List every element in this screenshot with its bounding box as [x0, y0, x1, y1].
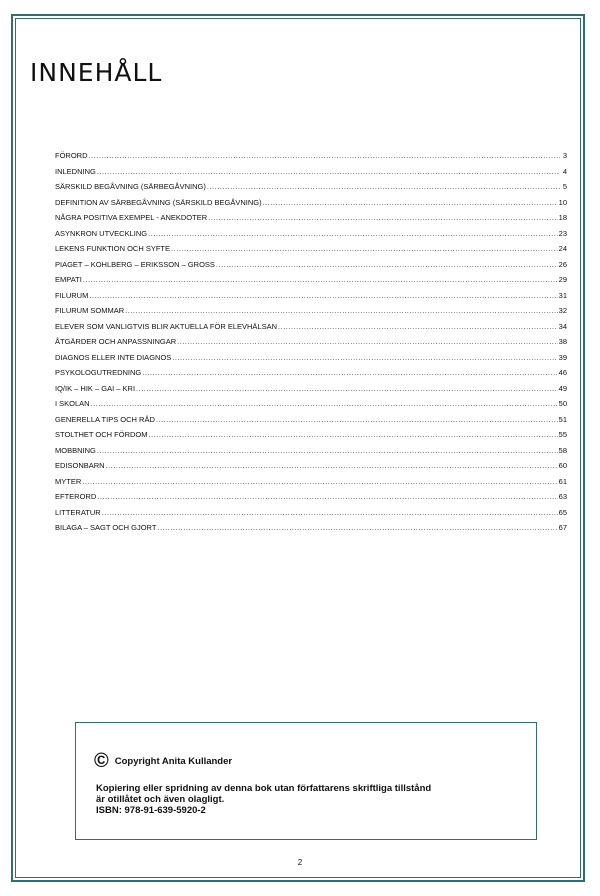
toc-leader-dots	[97, 443, 558, 459]
toc-entry-label: DIAGNOS ELLER INTE DIAGNOS	[55, 352, 172, 362]
toc-entry[interactable]	[55, 396, 567, 412]
toc-leader-dots	[125, 303, 557, 319]
toc-entry-page: 26	[558, 259, 567, 269]
toc-entry-page: 67	[558, 523, 567, 532]
page-number: 2	[297, 858, 303, 867]
toc-entry[interactable]	[55, 164, 567, 180]
toc-entry[interactable]	[55, 319, 567, 335]
toc-entry[interactable]	[55, 334, 567, 350]
toc-entry-page: 39	[558, 352, 567, 362]
toc-leader-dots	[91, 396, 558, 412]
isbn: ISBN: 978-91-639-5920-2	[96, 805, 206, 816]
toc-entry-label: EFTERORD	[55, 492, 97, 501]
copyright-icon: ©	[94, 750, 109, 772]
toc-entry[interactable]	[55, 148, 567, 164]
toc-entry[interactable]	[55, 210, 567, 226]
toc-entry-label: FÖRORD	[55, 151, 88, 160]
toc-entry-page: 60	[558, 461, 567, 470]
toc-entry[interactable]	[55, 288, 567, 304]
toc-entry-page: 29	[558, 275, 567, 284]
toc-entry-page: 51	[558, 414, 567, 424]
toc-entry[interactable]	[55, 179, 567, 195]
copyright-line-1: Kopiering eller spridning av denna bok utan författarens skriftliga tillstånd	[96, 783, 432, 794]
toc-entry[interactable]	[55, 505, 567, 521]
toc-entry[interactable]	[55, 458, 567, 474]
toc-entry-label: ÅTGÄRDER OCH ANPASSNINGAR	[55, 337, 177, 346]
toc-entry-page: 32	[558, 306, 567, 315]
toc-entry-page: 18	[558, 213, 567, 222]
toc-entry-page: 55	[558, 430, 567, 439]
toc-entry[interactable]	[55, 350, 567, 366]
toc-entry-page: 3	[562, 151, 567, 160]
toc-leader-dots	[148, 226, 558, 242]
toc-entry-page: 46	[558, 368, 567, 377]
toc-entry-page: 24	[558, 244, 567, 253]
toc-leader-dots	[263, 195, 558, 211]
toc-entry-label: FILURUM SOMMAR	[55, 306, 125, 315]
toc-entry[interactable]	[55, 365, 567, 381]
toc-entry-label: LEKENS FUNKTION OCH SYFTE	[55, 244, 171, 253]
copyright-box	[75, 722, 537, 840]
toc-entry-label: IQ/IK – HIK – GAI – KRI	[55, 383, 136, 393]
toc-entry[interactable]	[55, 303, 567, 319]
toc-leader-dots	[177, 334, 558, 350]
toc-entry-page: 23	[558, 228, 567, 238]
toc-leader-dots	[136, 381, 558, 397]
toc-entry-label: ASYNKRON UTVECKLING	[55, 228, 148, 238]
copyright-header	[94, 751, 232, 771]
toc-leader-dots	[149, 427, 558, 443]
toc-entry[interactable]	[55, 443, 567, 459]
toc-entry[interactable]	[55, 474, 567, 490]
toc-entry[interactable]	[55, 427, 567, 443]
toc-entry-page: 58	[558, 445, 567, 455]
toc-entry-page: 61	[558, 476, 567, 486]
toc-entry-label: EMPATI	[55, 275, 82, 284]
copyright-notice	[96, 783, 526, 816]
toc-entry[interactable]	[55, 195, 567, 211]
toc-leader-dots	[278, 319, 558, 335]
toc-entry-label: I SKOLAN	[55, 399, 90, 408]
toc-entry-label: SÄRSKILD BEGÅVNING (SÄRBEGÅVNING)	[55, 182, 206, 191]
toc-entry-label: BILAGA – SAGT OCH GJORT	[55, 523, 157, 532]
toc-entry-page: 38	[558, 337, 567, 346]
toc-leader-dots	[83, 272, 558, 288]
toc-leader-dots	[102, 505, 558, 521]
toc-entry-label: PIAGET – KOHLBERG – ERIKSSON – GROSS	[55, 259, 215, 269]
toc-entry-label: ELEVER SOM VANLIGTVIS BLIR AKTUELLA FÖR ELEVHÄLSAN	[55, 321, 278, 331]
toc-entry-page: 65	[558, 507, 567, 517]
toc-entry[interactable]	[55, 520, 567, 536]
toc-entry-label: GENERELLA TIPS OCH RÅD	[55, 414, 155, 424]
toc-leader-dots	[97, 489, 557, 505]
page-title: INNEHÅLL	[30, 58, 163, 87]
toc-entry-page: 34	[558, 321, 567, 331]
toc-leader-dots	[208, 210, 558, 226]
toc-entry-page: 4	[562, 166, 567, 176]
toc-entry-page: 10	[558, 197, 567, 207]
toc-entry-label: PSYKOLOGUTREDNING	[55, 368, 142, 377]
table-of-contents	[55, 148, 567, 536]
toc-entry-page: 49	[558, 383, 567, 393]
toc-leader-dots	[171, 241, 558, 257]
toc-entry[interactable]	[55, 241, 567, 257]
toc-entry-label: MOBBNING	[55, 445, 96, 455]
copyright-line-2: är otillåtet och även olagligt.	[96, 794, 225, 805]
toc-leader-dots	[157, 520, 557, 536]
toc-leader-dots	[216, 257, 558, 273]
copyright-owner: Copyright Anita Kullander	[114, 755, 233, 767]
toc-entry-label: STOLTHET OCH FÖRDOM	[55, 430, 148, 439]
toc-entry[interactable]	[55, 489, 567, 505]
toc-entry[interactable]	[55, 381, 567, 397]
toc-entry-page: 5	[562, 182, 567, 191]
toc-leader-dots	[89, 148, 561, 164]
toc-entry-label: INLEDNING	[55, 166, 96, 176]
toc-entry-label: MYTER	[55, 476, 82, 486]
toc-entry-label: FILURUM	[55, 290, 89, 300]
toc-entry-label: EDISONBARN	[55, 461, 105, 470]
toc-entry-page: 63	[558, 492, 567, 501]
toc-entry[interactable]	[55, 272, 567, 288]
toc-leader-dots	[82, 474, 557, 490]
toc-entry[interactable]	[55, 257, 567, 273]
toc-entry-page: 31	[558, 290, 567, 300]
toc-leader-dots	[89, 288, 557, 304]
toc-entry-page: 50	[558, 399, 567, 408]
toc-entry-label: NÅGRA POSITIVA EXEMPEL - ANEKDOTER	[55, 213, 208, 222]
toc-leader-dots	[172, 350, 557, 366]
toc-leader-dots	[207, 179, 560, 195]
toc-entry[interactable]	[55, 226, 567, 242]
toc-entry-label: LITTERATUR	[55, 507, 101, 517]
toc-leader-dots	[156, 412, 558, 428]
toc-entry-label: DEFINITION AV SÄRBEGÅVNING (SÄRSKILD BEGÅVNING)	[55, 197, 262, 207]
toc-leader-dots	[106, 458, 558, 474]
toc-entry[interactable]	[55, 412, 567, 428]
toc-leader-dots	[97, 164, 560, 180]
toc-leader-dots	[142, 365, 557, 381]
